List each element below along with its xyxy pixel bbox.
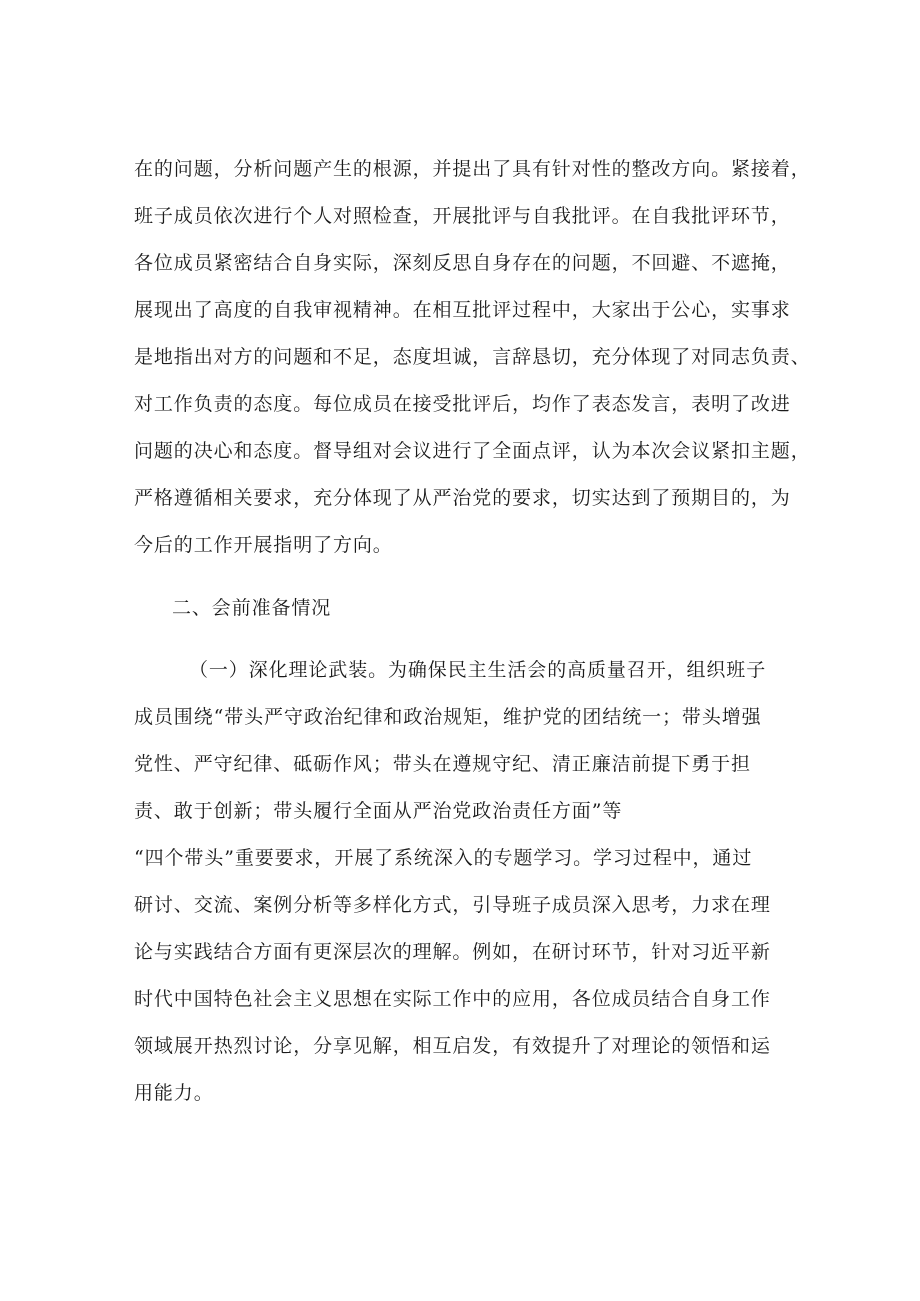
text-line: 展现出了高度的自我审视精神。在相互批评过程中，大家出于公心，实事求 bbox=[134, 299, 791, 321]
text-line: 在的问题，分析问题产生的根源，并提出了具有针对性的整改方向。紧接着， bbox=[134, 158, 811, 180]
section-heading: 二、会前准备情况 bbox=[172, 597, 332, 619]
text-line: 严格遵循相关要求，充分体现了从严治党的要求，切实达到了预期目的，为 bbox=[134, 487, 791, 509]
text-line: 时代中国特色社会主义思想在实际工作中的应用，各位成员结合自身工作 bbox=[134, 988, 771, 1010]
text-line: 领域展开热烈讨论，分享见解，相互启发，有效提升了对理论的领悟和运 bbox=[134, 1035, 771, 1057]
text-line: （一）深化理论武装。为确保民主生活会的高质量召开，组织班子 bbox=[189, 659, 767, 681]
text-line: 党性、严守纪律、砥砺作风；带头在遵规守纪、清正廉洁前提下勇于担 bbox=[134, 753, 751, 775]
text-line: 用能力。 bbox=[134, 1082, 214, 1104]
text-line: 班子成员依次进行个人对照检查，开展批评与自我批评。在自我批评环节， bbox=[134, 205, 791, 227]
text-line: 成员围绕“带头严守政治纪律和政治规矩，维护党的团结统一；带头增强 bbox=[134, 706, 762, 728]
text-line: 论与实践结合方面有更深层次的理解。例如，在研讨环节，针对习近平新 bbox=[134, 941, 771, 963]
text-line: 研讨、交流、案例分析等多样化方式，引导班子成员深入思考，力求在理 bbox=[134, 894, 771, 916]
text-line: 今后的工作开展指明了方向。 bbox=[134, 534, 393, 556]
text-line: 是地指出对方的问题和不足，态度坦诚，言辞恳切，充分体现了对同志负责、 bbox=[134, 346, 811, 368]
text-line: 责、敢于创新；带头履行全面从严治党政治责任方面”等 bbox=[134, 800, 623, 822]
text-line: 各位成员紧密结合自身实际，深刻反思自身存在的问题，不回避、不遮掩， bbox=[134, 252, 791, 274]
text-line: “四个带头”重要要求，开展了系统深入的专题学习。学习过程中，通过 bbox=[134, 847, 753, 869]
text-line: 对工作负责的态度。每位成员在接受批评后，均作了表态发言，表明了改进 bbox=[134, 393, 791, 415]
text-line: 问题的决心和态度。督导组对会议进行了全面点评，认为本次会议紧扣主题， bbox=[134, 440, 811, 462]
